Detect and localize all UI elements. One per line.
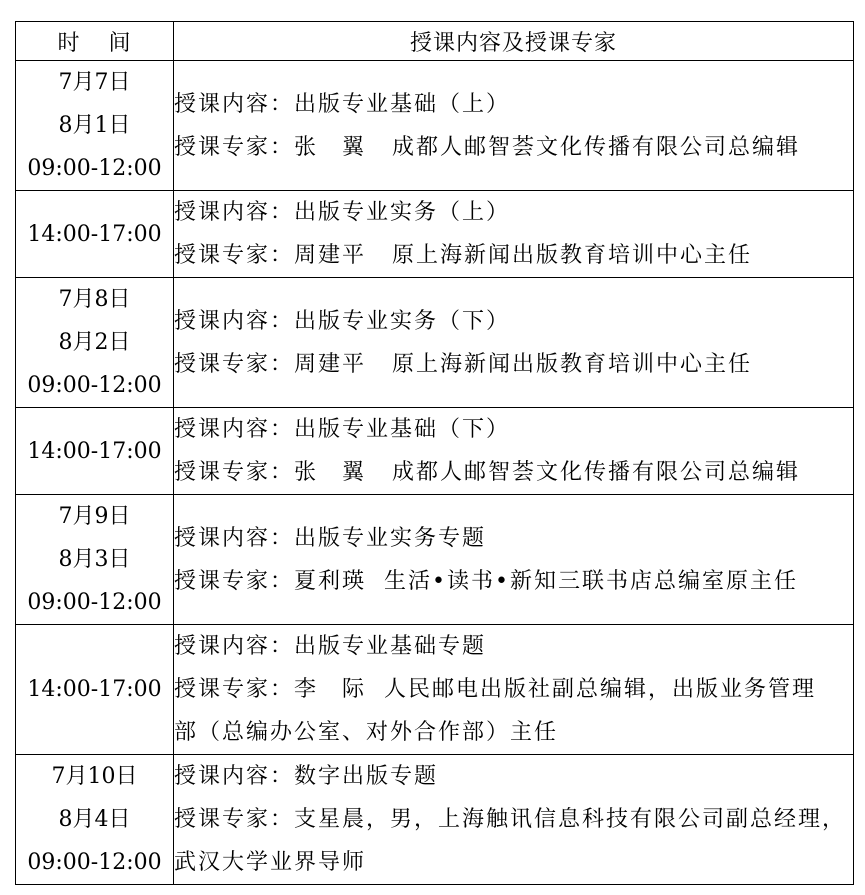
date-line: 8月2日	[58, 330, 131, 355]
schedule-row	[16, 191, 854, 278]
expert-title: 成都人邮智荟文化传播有限公司总编辑	[392, 460, 801, 485]
schedule-row	[16, 61, 854, 191]
expert-prefix: 授课专家：	[174, 243, 295, 268]
course-content: 授课内容：数字出版专题	[174, 764, 439, 789]
schedule-row	[16, 278, 854, 408]
expert-title: 成都人邮智荟文化传播有限公司总编辑	[392, 134, 801, 160]
time-cell	[16, 755, 174, 885]
expert-prefix: 授课专家：	[174, 568, 295, 594]
course-content: 授课内容：出版专业实务（上）	[174, 200, 511, 225]
date-line: 7月9日	[58, 504, 131, 529]
expert-title: 原上海新闻出版教育培训中心主任	[392, 351, 753, 377]
course-content: 授课内容：出版专业基础（上）	[174, 91, 511, 117]
expert-name: 张 翼	[294, 460, 367, 485]
expert-prefix: 授课专家：	[174, 460, 295, 485]
course-expert	[174, 668, 853, 711]
expert-name: 李 际	[294, 677, 367, 702]
schedule-row	[16, 408, 854, 495]
time-column-header	[16, 22, 174, 61]
expert-name: 周建平	[294, 243, 367, 268]
course-expert-continued: 部（总编办公室、对外合作部）主任	[174, 720, 559, 745]
expert-prefix: 授课专家：	[174, 134, 295, 160]
time-header-char-2: 间	[108, 30, 132, 56]
course-expert	[174, 126, 853, 169]
time-cell	[16, 625, 174, 755]
expert-title: 生活•读书•新知三联书店总编室原主任	[384, 568, 798, 594]
date-line: 7月10日	[51, 764, 138, 789]
expert-prefix: 授课专家：	[174, 677, 295, 702]
course-expert	[174, 343, 853, 386]
content-cell	[174, 625, 854, 755]
expert-name: 周建平	[294, 351, 367, 377]
time-cell	[16, 408, 174, 495]
course-content: 授课内容：出版专业基础（下）	[174, 417, 511, 442]
date-line: 8月1日	[58, 113, 131, 138]
content-cell	[174, 755, 854, 885]
course-content: 授课内容：出版专业实务专题	[174, 525, 487, 551]
schedule-row	[16, 755, 854, 885]
time-range: 09:00-12:00	[27, 590, 162, 615]
course-expert	[174, 451, 853, 494]
time-range: 09:00-12:00	[27, 373, 162, 398]
time-header-char-1: 时	[57, 30, 81, 56]
course-expert-continued: 武汉大学业界导师	[174, 850, 367, 875]
time-range: 09:00-12:00	[27, 850, 162, 875]
training-schedule-table	[15, 21, 854, 885]
course-expert	[174, 798, 853, 841]
date-line: 8月4日	[58, 807, 131, 832]
header-row	[16, 22, 854, 61]
course-expert	[174, 234, 853, 277]
time-cell	[16, 61, 174, 191]
content-cell	[174, 191, 854, 278]
expert-details: 支星晨，男，上海触讯信息科技有限公司副总经理，	[294, 807, 847, 832]
time-range: 14:00-17:00	[27, 438, 162, 464]
content-cell	[174, 408, 854, 495]
course-expert	[174, 560, 853, 603]
content-column-header: 授课内容及授课专家	[174, 22, 854, 61]
time-range: 09:00-12:00	[27, 156, 162, 181]
time-range: 14:00-17:00	[27, 221, 162, 247]
schedule-row	[16, 625, 854, 755]
time-cell	[16, 191, 174, 278]
date-line: 8月3日	[58, 547, 131, 572]
time-range: 14:00-17:00	[27, 677, 162, 702]
content-cell	[174, 61, 854, 191]
date-line: 7月8日	[58, 287, 131, 312]
expert-title: 原上海新闻出版教育培训中心主任	[392, 243, 753, 268]
expert-name: 夏利瑛	[294, 568, 367, 594]
expert-title: 人民邮电出版社副总编辑，出版业务管理	[384, 677, 817, 702]
expert-prefix: 授课专家：	[174, 351, 295, 377]
expert-prefix: 授课专家：	[174, 807, 295, 832]
content-cell	[174, 495, 854, 625]
schedule-row	[16, 495, 854, 625]
time-cell	[16, 278, 174, 408]
date-line: 7月7日	[58, 70, 131, 95]
course-content: 授课内容：出版专业基础专题	[174, 634, 487, 659]
time-cell	[16, 495, 174, 625]
expert-name: 张 翼	[294, 134, 367, 160]
content-cell	[174, 278, 854, 408]
course-content: 授课内容：出版专业实务（下）	[174, 308, 511, 334]
